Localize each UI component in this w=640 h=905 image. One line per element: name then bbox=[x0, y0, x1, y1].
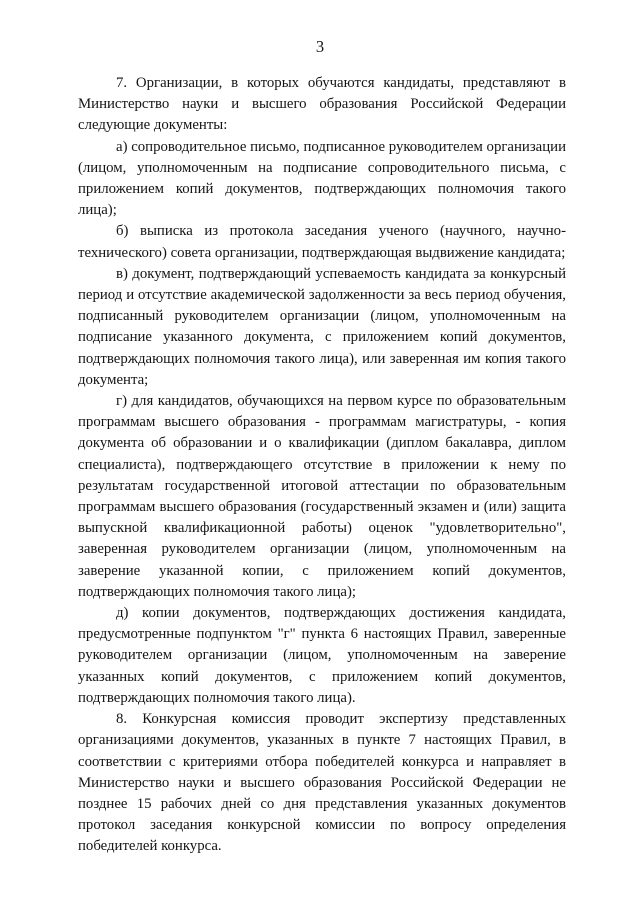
paragraph-subitem-a: а) сопроводительное письмо, подписанное руководителем организации (лицом, уполномоченным на подписание сопроводительного письма, с приложением копий документов, подтверждающих полномочия такого лица); bbox=[78, 138, 566, 219]
paragraph-item-8: 8. Конкурсная комиссия проводит экспертизу представленных организациями документов, указанных в пункте 7 настоящих Правил, в соответствии с критериями отбора победителей конкурса и направляет в Министерство науки и высшего образования Российской Федерации не позднее 15 рабочих дней со дня представления указанных документов протокол заседания конкурсной комиссии по вопросу определения победителей конкурса. bbox=[78, 711, 566, 855]
paragraph-subitem-g: г) для кандидатов, обучающихся на первом курсе по образовательным программам высшего образования - программам магистратуры, - копия документа об образовании и о квалификации (диплом бакалавра, диплом специалиста), подтверждающего отсутствие в приложении к нему по результатам государственной итоговой аттестации по образовательным программам высшего образования (государственный экзамен и (или) защита выпускной квалификационной работы) оценок "удовлетворительно", заверенная руководителем организации (лицом, уполномоченным на заверение указанной копии, с приложением копий документов, подтверждающих полномочия такого лица); bbox=[78, 393, 566, 600]
paragraph-subitem-b: б) выписка из протокола заседания ученого (научного, научно-технического) совета организации, подтверждающая выдвижение кандидата; bbox=[78, 223, 566, 261]
paragraph-subitem-d: д) копии документов, подтверждающих достижения кандидата, предусмотренные подпунктом "г" пункта 6 настоящих Правил, заверенные руководителем организации (лицом, уполномоченным на заверение указанных копий документов, с приложением копий документов, подтверждающих полномочия такого лица). bbox=[78, 605, 566, 706]
paragraph-subitem-v: в) документ, подтверждающий успеваемость кандидата за конкурсный период и отсутствие академической задолженности за весь период обучения, подписанный руководителем организации (лицом, уполномоченным на подписание указанного документа, с приложением копий документов, подтверждающих полномочия такого лица), или заверенная им копия такого документа; bbox=[78, 265, 566, 388]
paragraph-item-7: 7. Организации, в которых обучаются кандидаты, представляют в Министерство науки и высшего образования Российской Федерации следующие документы: bbox=[78, 75, 566, 134]
page-number: 3 bbox=[315, 37, 325, 56]
document-body bbox=[78, 73, 566, 858]
